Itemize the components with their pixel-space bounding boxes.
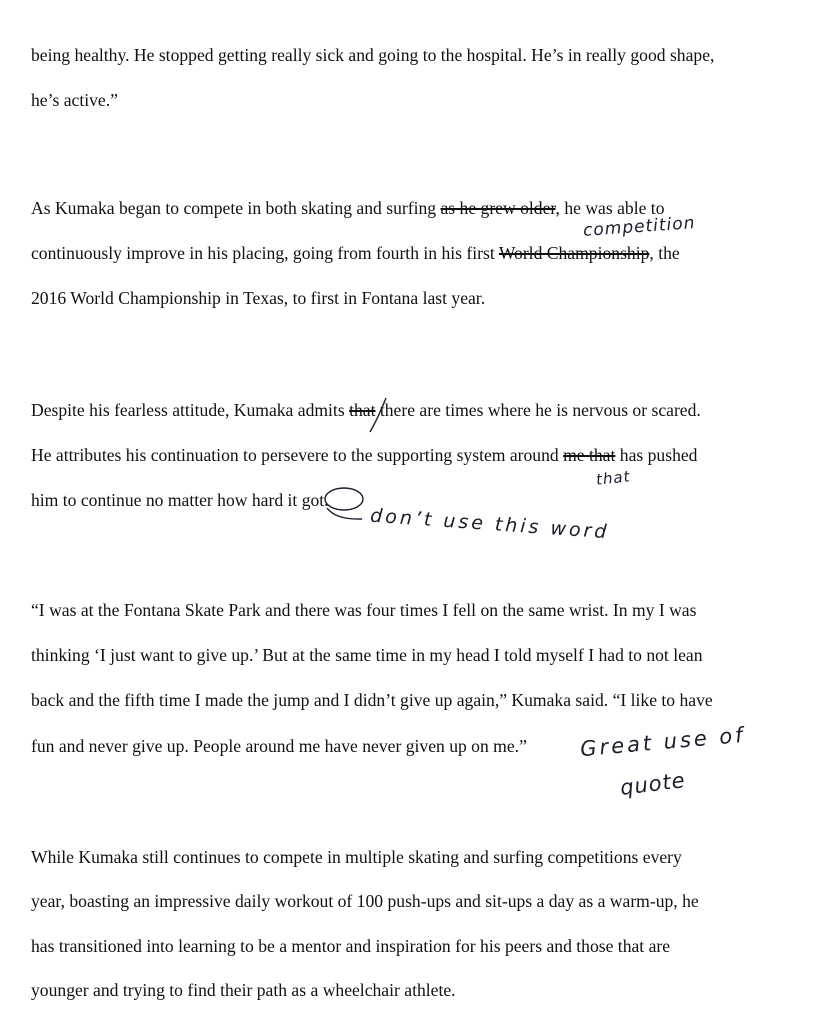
- handwritten-dont-use: don’t use this word: [369, 504, 611, 544]
- struck-text: me that: [563, 445, 616, 465]
- text-run: As Kumaka began to compete in both skating and surfing: [31, 198, 441, 218]
- that-deletion-mark: [370, 398, 386, 432]
- struck-text: that: [349, 400, 376, 420]
- text-run: has pushed: [615, 445, 698, 465]
- struck-text: as he grew older: [440, 198, 556, 218]
- paragraph-5-line-1: While Kumaka still continues to compete in multiple skating and surfing competitions every: [31, 847, 682, 867]
- paragraph-4-line-2: thinking ‘I just want to give up.’ But at the same time in my head I told myself I had to not lean: [31, 645, 703, 665]
- handwritten-great-use: Great use of: [579, 722, 747, 762]
- paragraph-2-line-3: 2016 World Championship in Texas, to first in Fontana last year.: [31, 288, 486, 308]
- text-run: , the: [649, 243, 680, 263]
- text-run: , he was able to: [555, 198, 665, 218]
- text-run: there are times where he is nervous or scared.: [375, 400, 701, 420]
- struck-text: World Championship: [498, 243, 650, 263]
- handwritten-that: that: [595, 467, 632, 489]
- handwritten-competition: competition: [582, 213, 697, 241]
- paragraph-5-line-3: has transitioned into learning to be a mentor and inspiration for his peers and those that are: [31, 936, 671, 956]
- paragraph-4-line-1: “I was at the Fontana Skate Park and there was four times I fell on the same wrist. In my I was: [31, 600, 697, 620]
- paragraph-5-line-4: younger and trying to find their path as a wheelchair athlete.: [31, 980, 456, 1000]
- text-run: Despite his fearless attitude, Kumaka admits: [31, 400, 350, 420]
- text-run: him to continue no matter how hard it: [31, 490, 302, 510]
- paragraph-1-line-2: he’s active.”: [31, 90, 118, 110]
- circled-text: got.: [301, 490, 329, 510]
- paragraph-5-line-2: year, boasting an impressive daily workout of 100 push-ups and sit-ups a day as a warm-up, he: [31, 891, 699, 911]
- text-run: continuously improve in his placing, going from fourth in his first: [31, 243, 499, 263]
- paragraph-4-line-3: back and the fifth time I made the jump and I didn’t give up again,” Kumaka said. “I like to have: [31, 690, 713, 710]
- handwritten-quote: quote: [618, 768, 687, 800]
- circle-mark: [325, 488, 363, 510]
- text-run: He attributes his continuation to persevere to the supporting system around: [31, 445, 564, 465]
- paragraph-1-line-1: being healthy. He stopped getting really sick and going to the hospital. He’s in really good shape,: [31, 45, 715, 65]
- paragraph-4-line-4: fun and never give up. People around me have never given up on me.”: [31, 736, 527, 756]
